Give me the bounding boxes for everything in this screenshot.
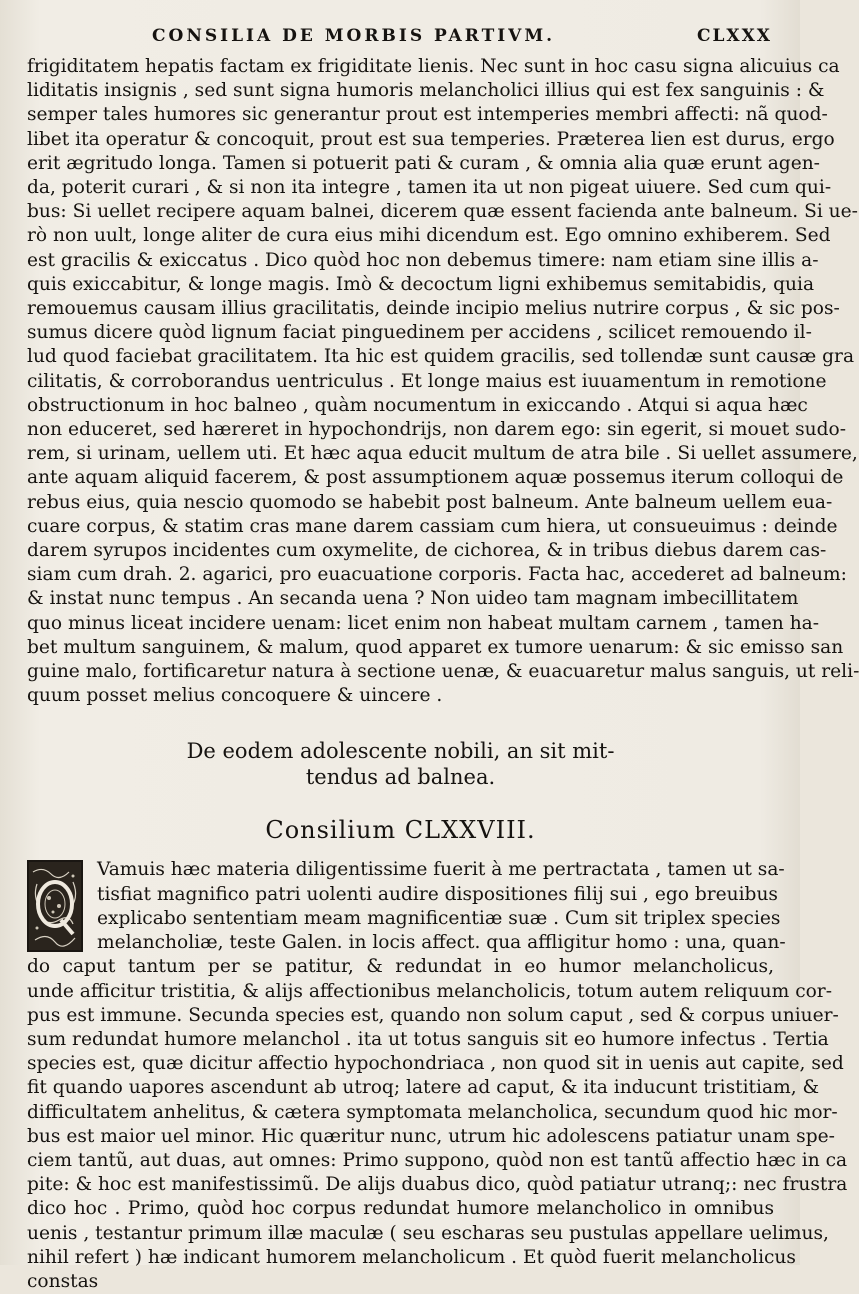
- text-line: bet multum sanguinem, & malum, quod apparet ex tumore uenarum: & sic emisso san: [27, 636, 844, 658]
- text-line: remouemus causam illius gracilitatis, deinde incipio melius nutrire corpus , & sic pos-: [27, 298, 840, 320]
- text-line: species est, quæ dicitur affectio hypochondriaca , non quod sit in uenis aut capite, sed: [27, 1053, 844, 1075]
- text-line: difficultatem anhelitus, & cætera symptomata melancholica, secundum quod hic mor-: [27, 1101, 838, 1123]
- text-line: constas: [27, 1270, 99, 1292]
- running-head: [27, 24, 774, 55]
- text-line: non educeret, sed hæreret in hypochondrijs, non darem ego: sin egerit, si mouet sudo-: [27, 419, 846, 441]
- paragraph-consilium-178: [27, 858, 848, 1294]
- text-line: Vamuis hæc materia diligentissime fuerit à me pertractata , tamen ut sa-: [97, 859, 785, 881]
- text-line: rem, si urinam, uellem uti. Et hæc aqua educit multum de atra bile . Si uellet assumere,: [27, 443, 858, 465]
- text-line: frigiditatem hepatis factam ex frigiditate lienis. Nec sunt in hoc casu signa alicuius ca: [27, 56, 840, 77]
- text-line: & instat nunc tempus . An secanda uena ? Non uideo tam magnam imbecillitatem: [27, 588, 799, 610]
- text-line: guine malo, fortificaretur natura à sectione uenæ, & euacuaretur malus sanguis, ut reli-: [27, 661, 859, 683]
- text-line: tisfiat magnifico patri uolenti audire dispositiones filij sui , ego breuibus: [97, 883, 778, 905]
- text-line: ante aquam aliquid facerem, & post assumptionem aquæ possemus iterum colloqui de: [27, 467, 844, 489]
- text-line: liditatis insignis , sed sunt signa humoris melancholici illius qui est fex sanguinis : &: [27, 80, 825, 102]
- text-line: sumus dicere quòd lignum faciat pinguedinem per accidens , scilicet remouendo il-: [27, 322, 812, 344]
- text-line: De eodem adolescente nobili, an sit mit-: [186, 739, 615, 764]
- text-line: darem syrupos incidentes cum oxymelite, de cichorea, & in tribus diebus darem cas-: [27, 540, 827, 562]
- section-heading: [27, 738, 774, 790]
- text-line: da, poterit curari , & si non ita integre , tamen ita ut non pigeat uiuere. Sed cum qui-: [27, 177, 832, 199]
- text-line: siam cum drah. 2. agarici, pro euacuatione corporis. Facta hac, accederet ad balneum:: [27, 564, 847, 586]
- text-line: explicabo sententiam meam magnificentiæ suæ . Cum sit triplex species: [97, 907, 781, 929]
- running-title: CONSILIA DE MORBIS PARTIVM.: [152, 26, 556, 46]
- text-line: rebus eius, quia nescio quomodo se habebit post balneum. Ante balneum uellem eua-: [27, 491, 833, 513]
- text-line: sum redundat humore melanchol . ita ut totus sanguis sit eo humore infectus . Tertia: [27, 1028, 829, 1050]
- text-line: semper tales humores sic generantur prout est intemperies membri affecti: nã quod-: [27, 104, 828, 126]
- text-line: cuare corpus, & statim cras mane darem cassiam cum hiera, ut consueuimus : deinde: [27, 515, 838, 537]
- text-line: pus est immune. Secunda species est, quando non solum caput , sed & corpus uniuer-: [27, 1004, 839, 1026]
- consilium-title: Consilium CLXXVIII.: [265, 816, 536, 845]
- text-line: nihil refert ) hæ indicant humorem melancholicum . Et quòd fuerit melancholicus: [27, 1246, 796, 1268]
- paragraph-with-initial: [27, 858, 848, 1294]
- folio-number: CLXXX: [696, 26, 772, 46]
- text-line: dico hoc . Primo, quòd hoc corpus redundat humore melancholico in omnibus: [27, 1198, 774, 1220]
- text-line: uenis , testantur primum illæ maculæ ( seu escharas seu pustulas appellare uelimus,: [27, 1222, 829, 1244]
- text-line: pite: & hoc est manifestissimũ. De alijs duabus dico, quòd patiatur utranq;: nec frustra: [27, 1174, 848, 1196]
- text-line: ciem tantũ, aut duas, aut omnes: Primo suppono, quòd non est tantũ affectio hæc in ca: [27, 1149, 848, 1171]
- text-line: bus: Si uellet recipere aquam balnei, dicerem quæ essent facienda ante balneum. Si ue-: [27, 201, 858, 223]
- text-line: unde afficitur tristitia, & alijs affectionibus melancholicis, totum autem reliquum cor-: [27, 980, 832, 1002]
- text-line: quis exiccabitur, & longe magis. Imò & decoctum ligni exhibemus semitabidis, quia: [27, 273, 815, 295]
- text-line: melancholiæ, teste Galen. in locis affect. qua affligitur homo : una, quan-: [97, 932, 786, 954]
- text-line: obstructionum in hoc balneo , quàm nocumentum in exiccando . Atqui si aqua hæc: [27, 394, 808, 416]
- text-line: tendus ad balnea.: [305, 765, 496, 790]
- text-line: quum posset melius concoquere & uincere .: [27, 685, 443, 707]
- text-line: rò non uult, longe aliter de cura eius mihi dicendum est. Ego omnino exhiberem. Sed: [27, 225, 831, 247]
- text-line: bus est maior uel minor. Hic quæritur nunc, utrum hic adolescens patiatur unam spe-: [27, 1125, 835, 1147]
- text-line: est gracilis & exiccatus . Dico quòd hoc non debemus timere: nam etiam sine illis a-: [27, 249, 819, 271]
- text-line: cilitatis, & corroborandus uentriculus . Et longe maius est iuuamentum in remotione: [27, 370, 827, 392]
- text-line: fit quando uapores ascendunt ab utroq; latere ad caput, & ita inducunt tristitiam, &: [27, 1077, 820, 1099]
- text-line: libet ita operatur & concoquit, prout est sua temperies. Præterea lien est durus, ergo: [27, 128, 835, 150]
- text-line: erit ægritudo longa. Tamen si potuerit pati & curam , & omnia alia quæ erunt agen-: [27, 152, 820, 174]
- text-line: lud quod faciebat gracilitatem. Ita hic est quidem gracilis, sed tollendæ sunt causæ gra: [27, 346, 855, 368]
- ornamental-initial-q-icon: [27, 860, 83, 952]
- paragraph-continued: [27, 55, 859, 708]
- text-line: do caput tantum per se patitur, & redundat in eo humor melancholicus,: [27, 956, 774, 978]
- text-line: quo minus liceat incidere uenam: licet enim non habeat multam carnem , tamen ha-: [27, 612, 820, 634]
